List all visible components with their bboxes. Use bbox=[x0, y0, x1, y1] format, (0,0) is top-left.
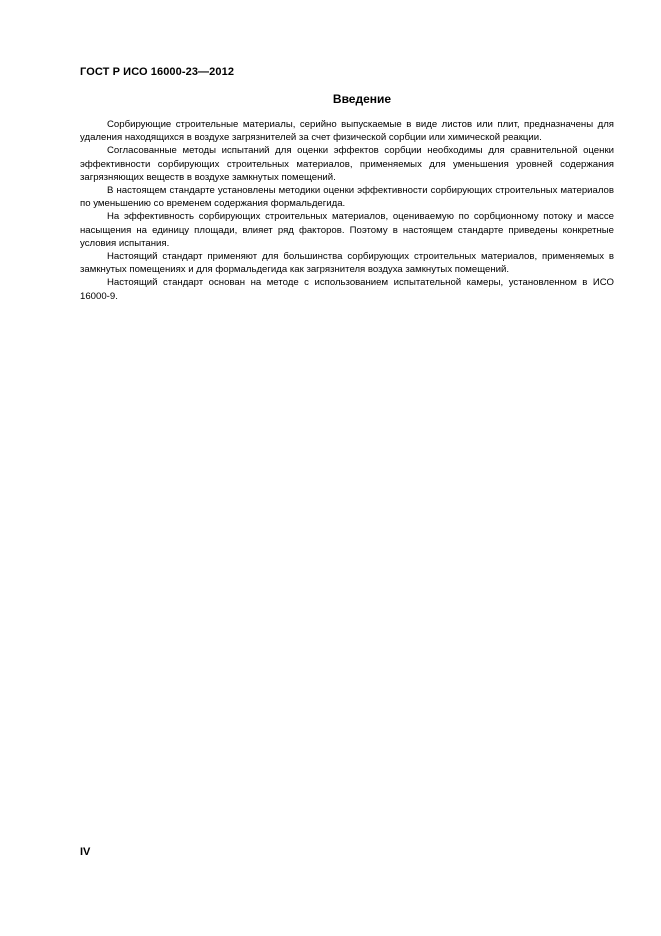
paragraph: Настоящий стандарт основан на методе с использованием испытательной камеры, установленном в ИСО 16000-9. bbox=[80, 277, 614, 302]
paragraph: В настоящем стандарте установлены методики оценки эффективности сорбирующих строительных материалов по уменьшению со временем содержания формальдегида. bbox=[80, 185, 614, 210]
paragraph: На эффективность сорбирующих строительных материалов, оцениваемую по сорбционному потоку и массе насыщения на единицу площади, влияет ряд факторов. Поэтому в настоящем стандарте приведены конкретные условия испытания. bbox=[80, 211, 614, 249]
section-title: Введение bbox=[332, 92, 392, 106]
document-code: ГОСТ Р ИСО 16000-23—2012 bbox=[80, 66, 235, 78]
paragraph: Настоящий стандарт применяют для большинства сорбирующих строительных материалов, применяемых в замкнутых помещениях и для формальдегида как загрязнителя воздуха замкнутых помещений. bbox=[80, 251, 614, 276]
introduction-body bbox=[80, 118, 614, 303]
paragraph: Сорбирующие строительные материалы, серийно выпускаемые в виде листов или плит, предназначены для удаления находящихся в воздухе загрязнителей за счет физической сорбции или химической реакции. bbox=[80, 119, 614, 144]
paragraph: Согласованные методы испытаний для оценки эффектов сорбции необходимы для сравнительной оценки эффективности сорбирующих строительных материалов, применяемых для уменьшения уровней содержания загрязняющих веществ в воздухе замкнутых помещений. bbox=[80, 145, 614, 183]
page-number: IV bbox=[80, 846, 91, 858]
